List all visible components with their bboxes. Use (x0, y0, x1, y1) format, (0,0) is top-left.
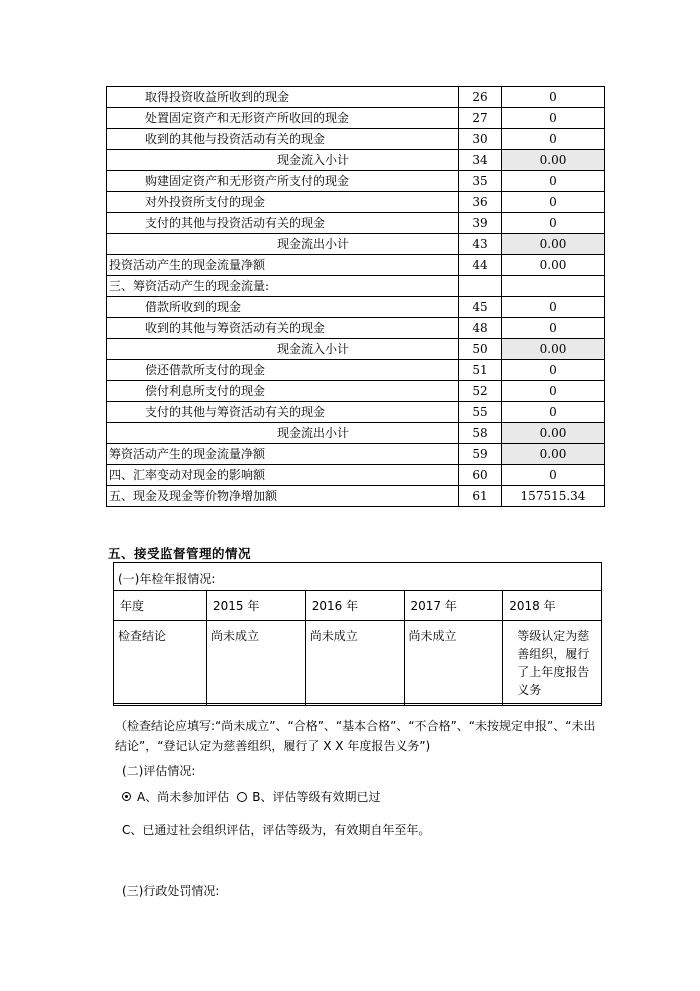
row-line-number: 59 (459, 444, 502, 465)
table-row (107, 234, 605, 255)
table-row (107, 423, 605, 444)
row-line-number: 27 (459, 108, 502, 129)
row-description: 筹资活动产生的现金流量净额 (107, 444, 459, 465)
row-description: 五、现金及现金等价物净增加额 (107, 486, 459, 507)
result-2018: 等级认定为慈善组织，履行了上年度报告义务 (503, 621, 602, 706)
row-line-number: 60 (459, 465, 502, 486)
row-description: 收到的其他与投资活动有关的现金 (107, 129, 459, 150)
section-title: 五、接受监督管理的情况 (108, 546, 252, 561)
inspection-note: （检查结论应填写:“尚未成立”、“合格”、“基本合格”、“不合格”、“未按规定申报”、“未出结论”，“登记认定为慈善组织，履行了 X X 年度报告义务”) (115, 719, 596, 753)
row-description: 对外投资所支付的现金 (107, 192, 459, 213)
row-line-number: 48 (459, 318, 502, 339)
row-description: 取得投资收益所收到的现金 (107, 87, 459, 108)
row-amount: 157515.34 (502, 486, 605, 507)
row-amount: 0 (502, 402, 605, 423)
table-row (107, 402, 605, 423)
row-amount: 0.00 (502, 255, 605, 276)
row-line-number: 39 (459, 213, 502, 234)
row-amount: 0 (502, 381, 605, 402)
header-2018: 2018 年 (503, 591, 602, 621)
eval-option-a: A、尚未参加评估 (137, 790, 230, 804)
result-2015: 尚未成立 (207, 621, 306, 706)
row-amount: 0 (502, 192, 605, 213)
annual-inspection-box (113, 562, 602, 704)
row-line-number: 45 (459, 297, 502, 318)
inspection-result-row (114, 621, 602, 706)
row-line-number: 36 (459, 192, 502, 213)
eval-option-b: B、评估等级有效期已过 (252, 790, 381, 804)
row-line-number: 26 (459, 87, 502, 108)
row-line-number: 61 (459, 486, 502, 507)
row-line-number: 58 (459, 423, 502, 444)
table-row (107, 444, 605, 465)
table-row (107, 129, 605, 150)
table-row (107, 381, 605, 402)
table-row (107, 255, 605, 276)
inspection-title: (一)年检年报情况: (118, 572, 216, 586)
row-amount: 0.00 (502, 339, 605, 360)
row-description: 借款所收到的现金 (107, 297, 459, 318)
row-line-number: 35 (459, 171, 502, 192)
row-line-number: 55 (459, 402, 502, 423)
row-description: 现金流入小计 (107, 339, 459, 360)
row-description: 现金流入小计 (107, 150, 459, 171)
table-row (107, 276, 605, 297)
penalty-title: (三)行政处罚情况: (122, 884, 220, 898)
table-row (107, 192, 605, 213)
header-2015: 2015 年 (207, 591, 306, 621)
row-description: 收到的其他与筹资活动有关的现金 (107, 318, 459, 339)
row-amount: 0 (502, 108, 605, 129)
row-line-number (459, 276, 502, 297)
row-line-number: 34 (459, 150, 502, 171)
inspection-header-row (114, 591, 602, 621)
table-row (107, 150, 605, 171)
header-2017: 2017 年 (404, 591, 503, 621)
result-2016: 尚未成立 (305, 621, 404, 706)
table-row (107, 465, 605, 486)
row-description: 支付的其他与筹资活动有关的现金 (107, 402, 459, 423)
table-row (107, 297, 605, 318)
table-row (107, 108, 605, 129)
row-line-number: 43 (459, 234, 502, 255)
result-2017: 尚未成立 (404, 621, 503, 706)
row-description: 投资活动产生的现金流量净额 (107, 255, 459, 276)
radio-checked-icon[interactable] (122, 792, 131, 801)
row-amount: 0.00 (502, 234, 605, 255)
row-description: 购建固定资产和无形资产所支付的现金 (107, 171, 459, 192)
table-row (107, 213, 605, 234)
table-row (107, 486, 605, 507)
row-amount: 0 (502, 213, 605, 234)
row-line-number: 30 (459, 129, 502, 150)
row-amount: 0 (502, 171, 605, 192)
row-description: 四、汇率变动对现金的影响额 (107, 465, 459, 486)
result-label: 检查结论 (114, 621, 207, 706)
inspection-table (113, 590, 602, 706)
radio-empty-icon[interactable] (237, 792, 247, 802)
evaluation-title: (二)评估情况: (122, 764, 196, 778)
table-row (107, 87, 605, 108)
row-line-number: 50 (459, 339, 502, 360)
table-row (107, 339, 605, 360)
header-2016: 2016 年 (305, 591, 404, 621)
row-description: 现金流出小计 (107, 234, 459, 255)
row-description: 偿还借款所支付的现金 (107, 360, 459, 381)
row-line-number: 44 (459, 255, 502, 276)
table-row (107, 360, 605, 381)
row-amount: 0 (502, 465, 605, 486)
row-description: 支付的其他与投资活动有关的现金 (107, 213, 459, 234)
row-amount: 0 (502, 129, 605, 150)
eval-option-c: C、已通过社会组织评估，评估等级为，有效期自年至年。 (122, 823, 431, 837)
row-amount: 0.00 (502, 444, 605, 465)
evaluation-options (122, 788, 380, 805)
row-amount (502, 276, 605, 297)
table-row (107, 171, 605, 192)
row-description: 偿付利息所支付的现金 (107, 381, 459, 402)
row-amount: 0 (502, 297, 605, 318)
header-year-label: 年度 (114, 591, 207, 621)
row-line-number: 51 (459, 360, 502, 381)
row-amount: 0 (502, 318, 605, 339)
row-amount: 0.00 (502, 150, 605, 171)
row-description: 三、筹资活动产生的现金流量: (107, 276, 459, 297)
row-description: 处置固定资产和无形资产所收回的现金 (107, 108, 459, 129)
table-row (107, 318, 605, 339)
row-line-number: 52 (459, 381, 502, 402)
cash-flow-table (106, 86, 605, 507)
row-description: 现金流出小计 (107, 423, 459, 444)
row-amount: 0 (502, 87, 605, 108)
row-amount: 0.00 (502, 423, 605, 444)
row-amount: 0 (502, 360, 605, 381)
